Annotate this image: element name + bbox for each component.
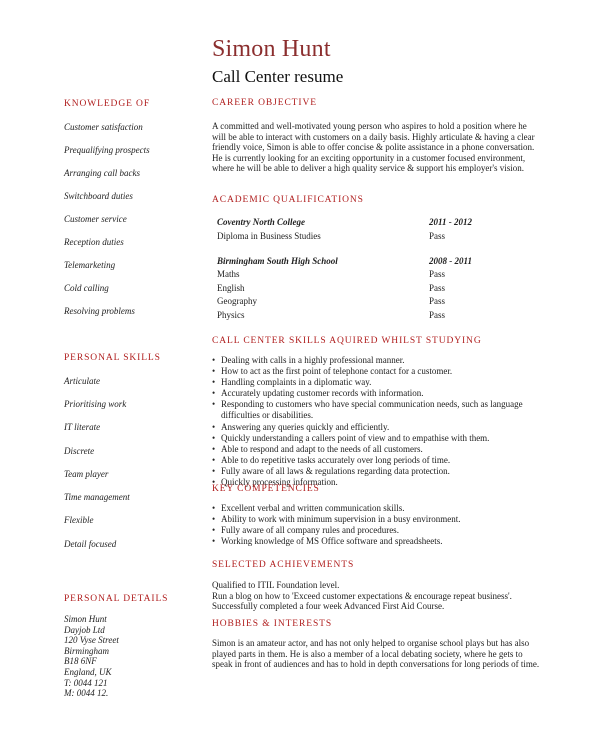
detail-line: M: 0044 12. [64, 688, 109, 699]
personal-details-heading: PERSONAL DETAILS [64, 594, 169, 604]
detail-line: Simon Hunt [64, 614, 107, 624]
subject-result: Pass [429, 283, 446, 293]
resume-subtitle: Call Center resume [212, 67, 344, 86]
call-center-skills-heading: CALL CENTER SKILLS AQUIRED WHILST STUDYING [212, 336, 482, 346]
personal-details [64, 614, 119, 699]
course-result: Pass [429, 231, 446, 241]
achievements-heading: SELECTED ACHIEVEMENTS [212, 560, 355, 570]
college-years: 2011 - 2012 [429, 217, 473, 227]
list-item: • Able to respond and adapt to the needs of all customers. [212, 444, 542, 455]
call-center-skills-list [212, 355, 542, 488]
detail-line: Dayjob Ltd [64, 624, 105, 635]
list-item: • Responding to customers who have special communication needs, such as language difficulties or disabilities. [212, 399, 542, 421]
achievements-text [212, 580, 552, 612]
hobbies-text: Simon is an amateur actor, and has not only helped to organise school plays but has also played parts in them. He is also a member of a local debating society, where he gets to speak in front of audiences and has to hold in depth conversations for long periods of time. [212, 638, 540, 670]
subject-result: Pass [429, 269, 446, 279]
course-name: Diploma in Business Studies [217, 231, 321, 241]
skill-item: Discrete [64, 446, 95, 456]
skill-item: Detail focused [64, 539, 117, 549]
college-name: Coventry North College [217, 217, 305, 227]
candidate-name: Simon Hunt [212, 36, 331, 62]
knowledge-item: Prequalifying prospects [64, 145, 150, 155]
subject-name: Geography [217, 296, 257, 306]
list-item: • Accurately updating customer records with information. [212, 388, 542, 399]
skill-item: Flexible [64, 515, 94, 525]
list-item: • Fully aware of all laws & regulations regarding data protection. [212, 466, 542, 477]
skill-item: Time management [64, 492, 130, 502]
academic-heading: ACADEMIC QUALIFICATIONS [212, 195, 364, 205]
achievement-line: Run a blog on how to 'Exceed customer expectations & encourage repeat business'. [212, 590, 512, 601]
knowledge-item: Customer satisfaction [64, 122, 143, 132]
career-objective-text: A committed and well-motivated young person who aspires to hold a position where he will be able to interact with customers on a daily basis. Highly articulate & having a clear friendly voice, Simon is able to offer concise & polite assistance in a phone conversation. He is currently looking for an exciting opportunity in a customer focused environment, where he will be able to deliver a high quality service & support his employer's vision. [212, 121, 535, 174]
hobbies-heading: HOBBIES & INTERESTS [212, 619, 333, 629]
subject-name: Physics [217, 310, 245, 320]
knowledge-item: Switchboard duties [64, 191, 133, 201]
subject-name: English [217, 283, 245, 293]
knowledge-item: Resolving problems [64, 306, 135, 316]
achievement-line: Successfully completed a four week Advanced First Aid Course. [212, 601, 445, 612]
skill-item: Prioritising work [64, 399, 127, 409]
list-item: • Excellent verbal and written communication skills. [212, 503, 542, 514]
list-item: • Fully aware of all company rules and procedures. [212, 525, 542, 536]
list-item: • Dealing with calls in a highly professional manner. [212, 355, 542, 366]
school-name: Birmingham South High School [217, 256, 338, 266]
list-item: • How to act as the first point of telephone contact for a customer. [212, 366, 542, 377]
knowledge-item: Customer service [64, 214, 127, 224]
personal-skills-heading: PERSONAL SKILLS [64, 353, 161, 363]
list-item: • Answering any queries quickly and efficiently. [212, 422, 542, 433]
knowledge-item: Telemarketing [64, 260, 116, 270]
subject-result: Pass [429, 296, 446, 306]
detail-line: Birmingham [64, 645, 109, 656]
key-competencies-heading: KEY COMPETENCIES [212, 484, 320, 494]
skill-item: Team player [64, 469, 109, 479]
school-years: 2008 - 2011 [429, 256, 473, 266]
detail-line: 120 Vyse Street [64, 635, 119, 646]
key-competencies-list [212, 503, 542, 547]
career-objective-heading: CAREER OBJECTIVE [212, 98, 317, 108]
subject-result: Pass [429, 310, 446, 320]
knowledge-item: Arranging call backs [64, 168, 140, 178]
subject-name: Maths [217, 269, 240, 279]
list-item: • Working knowledge of MS Office software and spreadsheets. [212, 536, 542, 547]
list-item: • Quickly understanding a callers point of view and to empathise with them. [212, 433, 542, 444]
detail-line: T: 0044 121 [64, 677, 108, 688]
knowledge-item: Reception duties [64, 237, 124, 247]
list-item: • Able to do repetitive tasks accurately over long periods of time. [212, 455, 542, 466]
skill-item: IT literate [64, 422, 101, 432]
skill-item: Articulate [64, 376, 100, 386]
detail-line: England, UK [64, 666, 112, 677]
detail-line: B18 6NF [64, 656, 97, 667]
knowledge-item: Cold calling [64, 283, 109, 293]
list-item: • Ability to work with minimum supervision in a busy environment. [212, 514, 542, 525]
achievement-line: Qualified to ITIL Foundation level. [212, 580, 340, 590]
list-item: • Quickly processing information. [212, 477, 542, 488]
knowledge-heading: KNOWLEDGE OF [64, 99, 150, 109]
list-item: • Handling complaints in a diplomatic way. [212, 377, 542, 388]
